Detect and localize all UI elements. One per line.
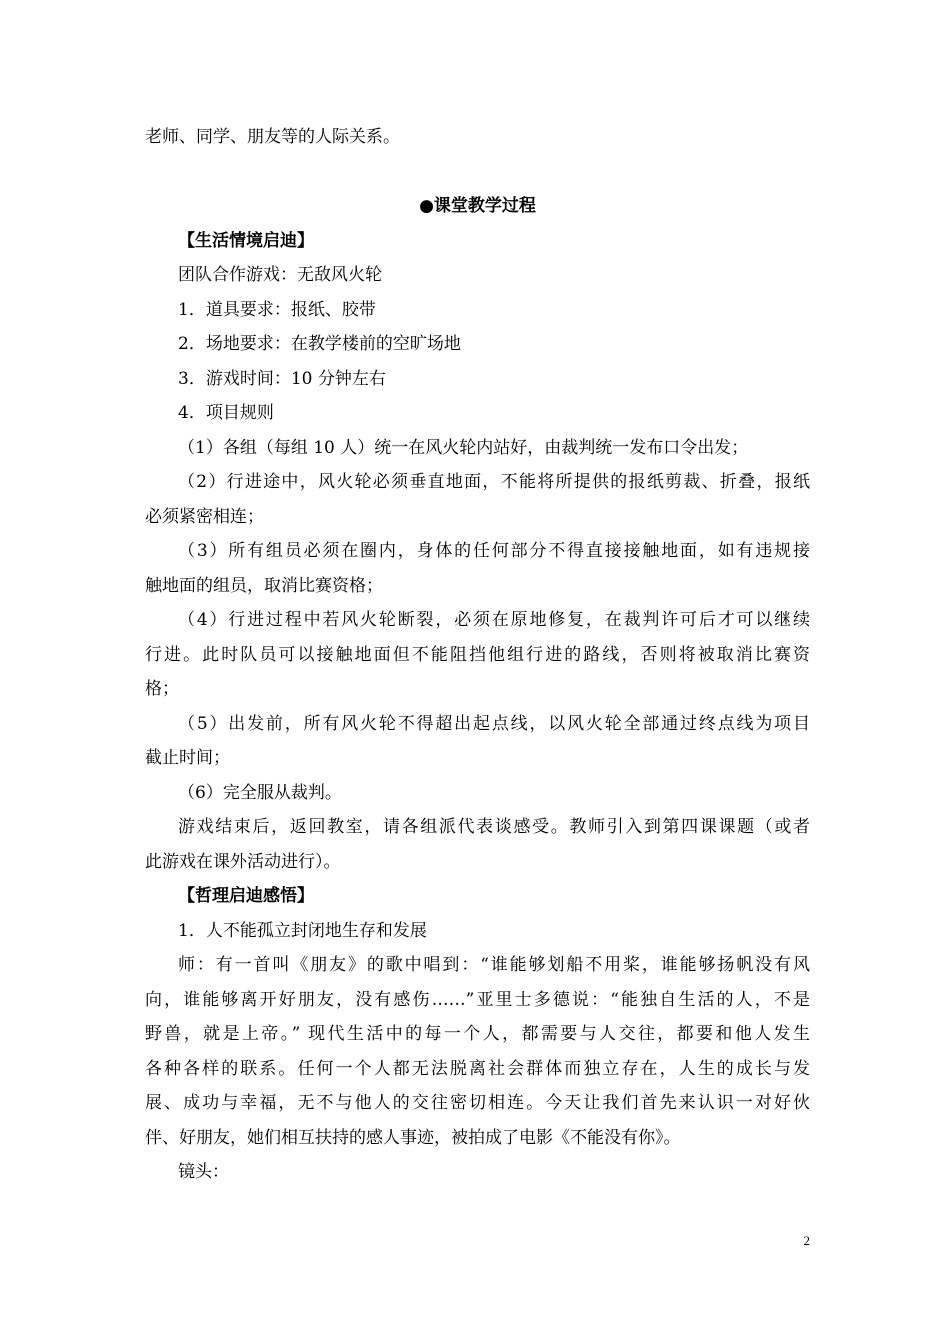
paragraph-line: 伴、好朋友，她们相互扶持的感人事迹，被拍成了电影《不能没有你》。 bbox=[145, 1128, 681, 1148]
paragraph-line: 团队合作游戏：无敌风火轮 bbox=[178, 265, 382, 285]
rule-item: （2）行进途中，风火轮必须垂直地面，不能将所提供的报纸剪裁、折叠，报纸 bbox=[178, 472, 810, 492]
subsection-heading: 【哲理启迪感悟】 bbox=[178, 886, 314, 906]
paragraph-line: 向，谁能够离开好朋友，没有感伤……”亚里士多德说：“能独自生活的人，不是 bbox=[145, 990, 810, 1010]
paragraph-line: 此游戏在课外活动进行）。 bbox=[145, 852, 341, 872]
paragraph-line: 游戏结束后，返回教室，请各组派代表谈感受。教师引入到第四课课题（或者 bbox=[178, 817, 810, 837]
rule-item: （1）各组（每组 10 人）统一在风火轮内站好，由裁判统一发布口令出发； bbox=[178, 438, 749, 458]
rule-item: （6）完全服从裁判。 bbox=[178, 783, 342, 803]
rule-item: （4）行进过程中若风火轮断裂，必须在原地修复，在裁判许可后才可以继续 bbox=[178, 610, 810, 630]
rule-item: （3）所有组员必须在圈内，身体的任何部分不得直接接触地面，如有违规接 bbox=[178, 541, 810, 561]
rule-item-continued: 触地面的组员，取消比赛资格； bbox=[145, 576, 383, 596]
subsection-heading: 【生活情境启迪】 bbox=[178, 231, 314, 251]
paragraph-line: 师：有一首叫《朋友》的歌中唱到：“谁能够划船不用桨，谁能够扬帆没有风 bbox=[178, 955, 810, 975]
paragraph-line: 展、成功与幸福，无不与他人的交往密切相连。今天让我们首先来认识一对好伙 bbox=[145, 1093, 810, 1113]
page-number: 2 bbox=[803, 1233, 810, 1248]
rule-item-continued: 截止时间； bbox=[145, 748, 230, 768]
list-item: 4．项目规则 bbox=[178, 403, 274, 423]
rule-item-continued: 格； bbox=[145, 679, 179, 699]
list-item: 3．游戏时间：10 分钟左右 bbox=[178, 369, 386, 389]
section-heading: ●课堂教学过程 bbox=[419, 196, 536, 216]
paragraph-line: 野兽，就是上帝。” 现代生活中的每一个人，都需要与人交往，都要和他人发生 bbox=[145, 1024, 810, 1044]
paragraph-line: 老师、同学、朋友等的人际关系。 bbox=[145, 127, 400, 147]
paragraph-line: 1．人不能孤立封闭地生存和发展 bbox=[178, 921, 427, 941]
paragraph-line: 镜头： bbox=[178, 1162, 229, 1182]
rule-item: （5）出发前，所有风火轮不得超出起点线，以风火轮全部通过终点线为项目 bbox=[178, 714, 810, 734]
rule-item-continued: 必须紧密相连； bbox=[145, 507, 264, 527]
paragraph-line: 各种各样的联系。任何一个人都无法脱离社会群体而独立存在，人生的成长与发 bbox=[145, 1059, 810, 1079]
list-item: 1．道具要求：报纸、胶带 bbox=[178, 300, 376, 320]
list-item: 2．场地要求：在教学楼前的空旷场地 bbox=[178, 334, 461, 354]
rule-item-continued: 行进。此时队员可以接触地面但不能阻挡他组行进的路线，否则将被取消比赛资 bbox=[145, 645, 810, 665]
